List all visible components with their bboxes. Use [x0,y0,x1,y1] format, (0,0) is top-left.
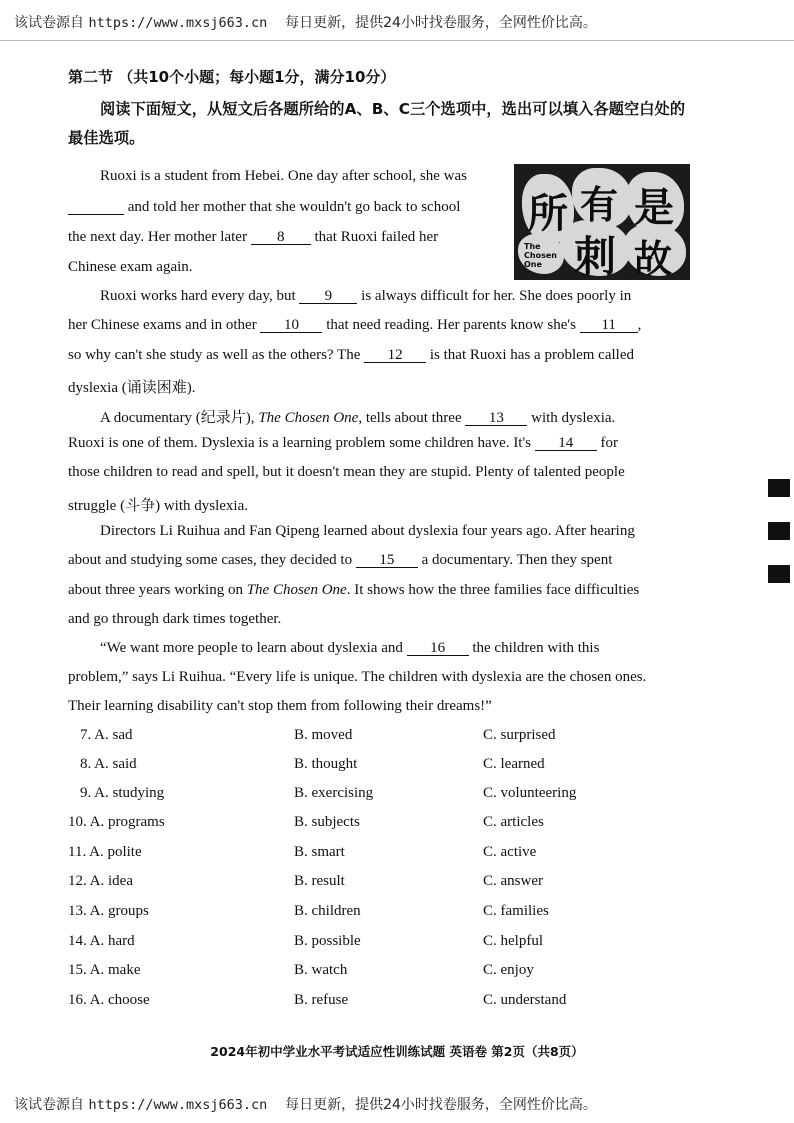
option-a[interactable]: 12. A. idea [68,873,133,889]
poster-glyph: 故 [634,237,673,280]
documentary-title: The Chosen One [258,410,359,426]
option-a[interactable]: 15. A. make [68,962,141,978]
banner-prefix: 该试卷源自 [14,15,84,31]
section-heading: 第二节 （共10个小题；每小题1分，满分10分） [68,68,396,86]
option-c[interactable]: C. enjoy [483,962,534,978]
option-c[interactable]: C. active [483,844,537,860]
option-a[interactable]: 7. A. sad [80,727,133,743]
poster-glyph: 所 [528,191,568,237]
option-a[interactable]: 16. A. choose [68,992,150,1008]
passage-line: about three years working on The Chosen One. It shows how the three families face difficulties [68,582,640,598]
documentary-title: The Chosen One [246,582,347,598]
passage-line: Ruoxi is one of them. Dyslexia is a learning problem some children have. It's 14 for [68,435,619,451]
option-c[interactable]: C. volunteering [483,785,577,801]
passage-line: dyslexia (诵读困难). [68,380,196,396]
passage-line: so why can't she study as well as the others? The 12 is that Ruoxi has a problem called [68,347,634,363]
option-b[interactable]: B. smart [294,844,345,860]
documentary-poster-image [514,164,690,280]
option-b[interactable]: B. subjects [294,814,360,830]
top-banner [14,12,774,32]
blank-9[interactable]: 9 [299,289,357,304]
poster-small-text: The Chosen One [524,242,557,269]
blank-13[interactable]: 13 [465,411,527,426]
option-b[interactable]: B. moved [294,727,353,743]
passage-line: Ruoxi works hard every day, but 9 is always difficult for her. She does poorly in [100,288,632,304]
section-instruction: 阅读下面短文，从短文后各题所给的A、B、C三个选项中，选出可以填入各题空白处的最佳选项。 [68,100,686,147]
option-b[interactable]: B. watch [294,962,348,978]
blank-8[interactable]: 8 [251,230,311,245]
passage-line: those children to read and spell, but it doesn't mean they are stupid. Plenty of talented people [68,464,625,480]
passage-line: “We want more people to learn about dyslexia and 16 the children with this [100,640,600,656]
passage-line: Their learning disability can't stop them from following their dreams!” [68,698,492,714]
passage-line: Directors Li Ruihua and Fan Qipeng learned about dyslexia four years ago. After hearing [100,523,635,539]
option-a[interactable]: 14. A. hard [68,933,135,949]
option-c[interactable]: C. surprised [483,727,556,743]
page-footer: 2024年初中学业水平考试适应性训练试题 英语卷 第2页（共8页） [210,1044,584,1059]
option-c[interactable]: C. learned [483,756,545,772]
option-b[interactable]: B. thought [294,756,358,772]
option-b[interactable]: B. result [294,873,345,889]
bottom-banner [14,1094,774,1114]
blank-14[interactable]: 14 [535,436,597,451]
passage-line: the next day. Her mother later 8 that Ruoxi failed her [68,229,439,245]
blank-7[interactable] [68,200,124,215]
banner-suffix: 每日更新，提供24小时找卷服务，全网性价比高。 [285,1097,597,1113]
blank-12[interactable]: 12 [364,348,426,363]
edge-mark [768,479,790,497]
passage-line: her Chinese exams and in other 10 that need reading. Her parents know she's 11 , [68,317,642,333]
banner-url-link[interactable]: https://www.mxsj663.cn [88,1097,268,1113]
banner-url-link[interactable]: https://www.mxsj663.cn [88,15,268,31]
passage-line: and go through dark times together. [68,611,282,627]
option-c[interactable]: C. families [483,903,549,919]
option-b[interactable]: B. exercising [294,785,374,801]
option-c[interactable]: C. articles [483,814,544,830]
option-a[interactable]: 10. A. programs [68,814,165,830]
passage-line: Chinese exam again. [68,259,193,275]
blank-16[interactable]: 16 [407,641,469,656]
option-c[interactable]: C. answer [483,873,543,889]
top-divider [0,40,794,41]
passage-line: problem,” says Li Ruihua. “Every life is unique. The children with dyslexia are the chosen ones. [68,669,647,685]
blank-10[interactable]: 10 [260,318,322,333]
option-a[interactable]: 11. A. polite [68,844,142,860]
passage-line: struggle (斗争) with dyslexia. [68,498,248,514]
poster-glyph: 是 [634,185,674,231]
option-b[interactable]: B. refuse [294,992,349,1008]
poster-glyph: 刺 [574,232,617,280]
poster-glyph: 有 [580,183,619,227]
option-c[interactable]: C. helpful [483,933,543,949]
blank-15[interactable]: 15 [356,553,418,568]
passage-line: Ruoxi is a student from Hebei. One day after school, she was [100,168,467,184]
blank-11[interactable]: 11 [580,318,638,333]
option-a[interactable]: 13. A. groups [68,903,149,919]
option-b[interactable]: B. possible [294,933,361,949]
edge-mark [768,565,790,583]
passage-line: about and studying some cases, they decided to 15 a documentary. Then they spent [68,552,613,568]
passage-line: A documentary (纪录片), The Chosen One, tells about three 13 with dyslexia. [100,410,616,426]
option-a[interactable]: 8. A. said [80,756,137,772]
option-c[interactable]: C. understand [483,992,567,1008]
option-b[interactable]: B. children [294,903,361,919]
option-a[interactable]: 9. A. studying [80,785,165,801]
banner-prefix: 该试卷源自 [14,1097,84,1113]
banner-suffix: 每日更新，提供24小时找卷服务，全网性价比高。 [285,15,597,31]
edge-mark [768,522,790,540]
passage-line: and told her mother that she wouldn't go back to school [68,199,460,216]
